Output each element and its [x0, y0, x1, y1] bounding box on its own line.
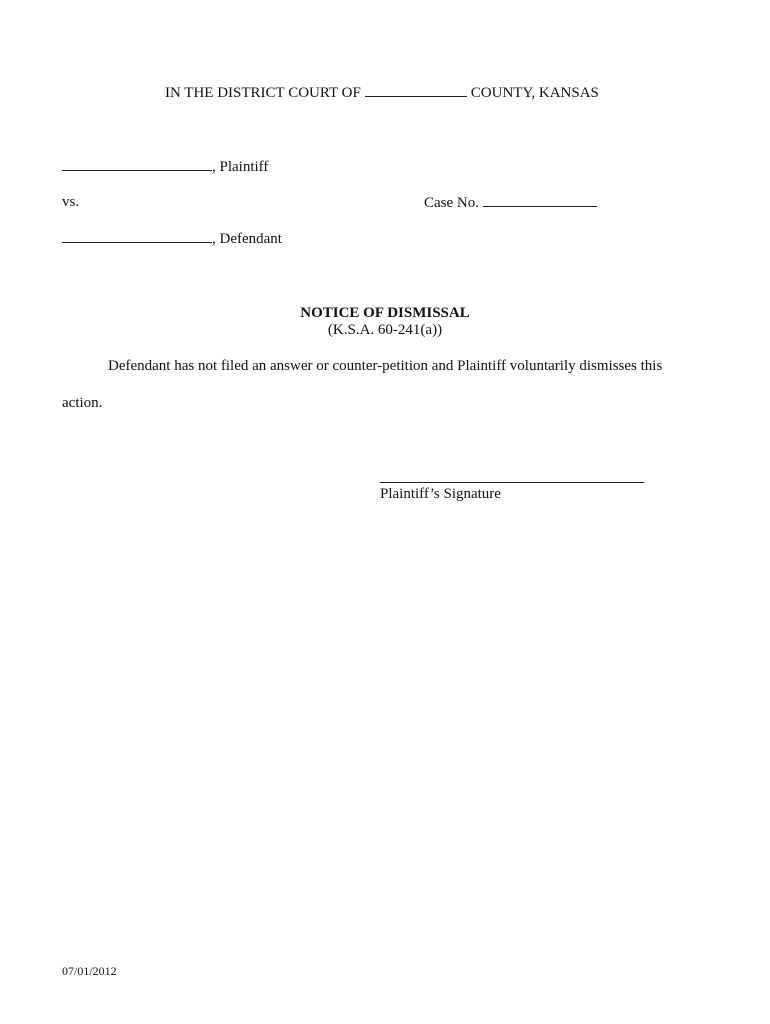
notice-body-line-2: action. [62, 395, 103, 411]
signature-label: Plaintiff’s Signature [380, 486, 501, 502]
court-header-suffix: COUNTY, KANSAS [470, 85, 599, 101]
case-number-line [424, 193, 597, 212]
case-number-label: Case No. [424, 195, 479, 211]
defendant-name-blank-field[interactable] [62, 229, 212, 243]
defendant-line [62, 229, 282, 248]
plaintiff-label: , Plaintiff [212, 159, 269, 175]
form-revision-date: 07/01/2012 [62, 964, 117, 978]
statute-reference: (K.S.A. 60-241(a)) [327, 322, 443, 338]
county-blank-field[interactable] [365, 83, 467, 97]
plaintiff-line [62, 157, 268, 176]
case-number-blank-field[interactable] [483, 193, 597, 207]
defendant-label: , Defendant [212, 231, 282, 247]
plaintiff-name-blank-field[interactable] [62, 157, 212, 171]
signature-blank-field[interactable] [380, 482, 644, 483]
document-title: NOTICE OF DISMISSAL [300, 305, 470, 321]
notice-body-line-1: Defendant has not filed an answer or counter-petition and Plaintiff voluntarily dismisses this [108, 358, 663, 374]
court-header-prefix: IN THE DISTRICT COURT OF [165, 85, 361, 101]
court-header [165, 83, 599, 102]
versus-label: vs. [62, 194, 80, 210]
